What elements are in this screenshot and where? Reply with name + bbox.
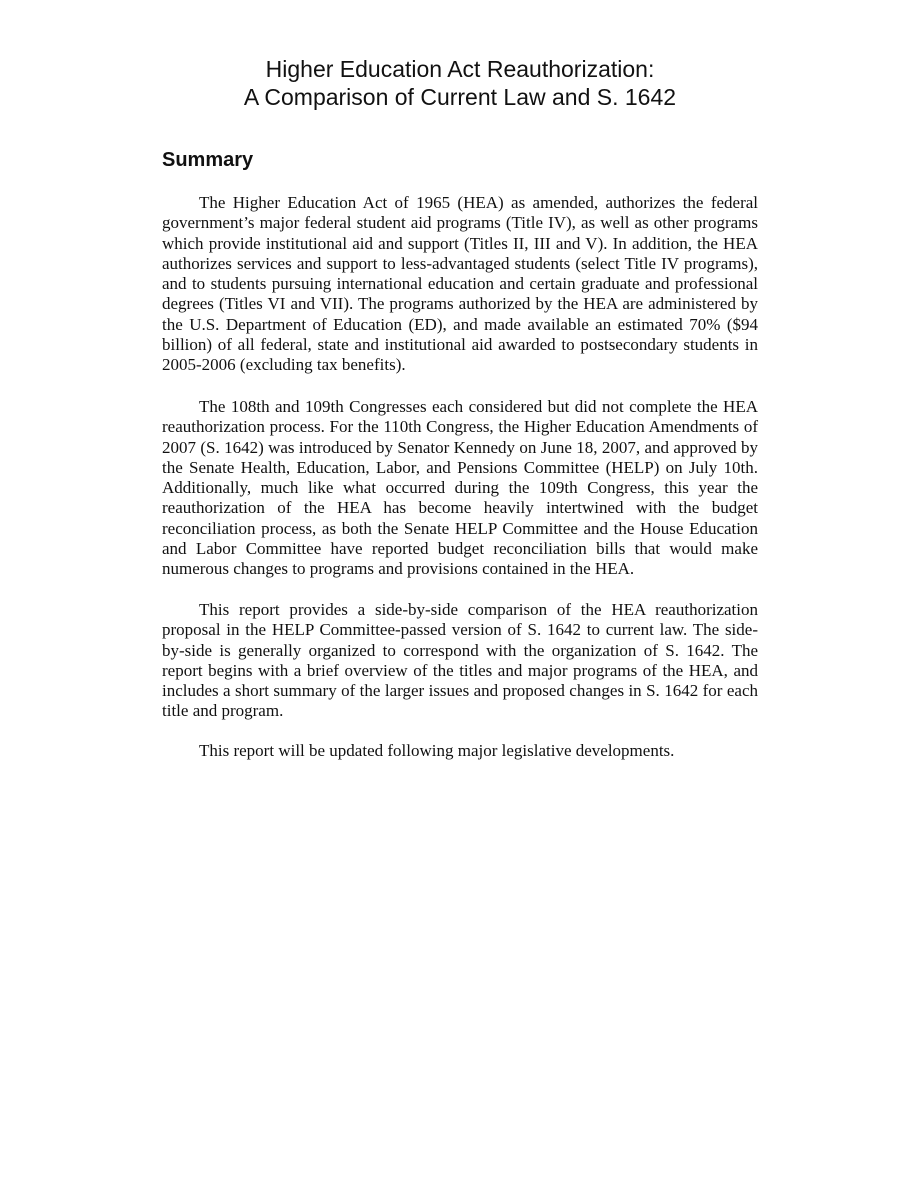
section-heading-summary: Summary [162,149,254,171]
summary-paragraph-1: The Higher Education Act of 1965 (HEA) as amended, authorizes the federal government’s major federal student aid programs (Title IV), as well as other programs which provide institutional aid and support (Titles II, III and V). In addition, the HEA authorizes services and support to less-advantaged students (select Title IV programs), and to students pursuing international education and certain graduate and professional degrees (Titles VI and VII). The programs authorized by the HEA are administered by the U.S. Department of Education (ED), and made available an estimated 70% ($94 billion) of all federal, state and institutional aid awarded to postsecondary students in 2005-2006 (excluding tax benefits). [162,193,758,375]
summary-paragraph-4: This report will be updated following major legislative developments. [199,741,675,760]
summary-paragraph-3: This report provides a side-by-side comparison of the HEA reauthorization proposal in the HELP Committee-passed version of S. 1642 to current law. The side-by-side is generally organized to correspond with the organization of S. 1642. The report begins with a brief overview of the titles and major programs of the HEA, and includes a short summary of the larger issues and proposed changes in S. 1642 for each title and program. [162,600,758,721]
summary-paragraph-2: The 108th and 109th Congresses each considered but did not complete the HEA reauthorization process. For the 110th Congress, the Higher Education Amendments of 2007 (S. 1642) was introduced by Senator Kennedy on June 18, 2007, and approved by the Senate Health, Education, Labor, and Pensions Committee (HELP) on July 10th. Additionally, much like what occurred during the 109th Congress, this year the reauthorization of the HEA has become heavily intertwined with the budget reconciliation process, as both the Senate HELP Committee and the House Education and Labor Committee have reported budget reconciliation bills that would make numerous changes to programs and provisions contained in the HEA. [162,397,758,579]
title-line-2: A Comparison of Current Law and S. 1642 [243,84,677,110]
title-line-1: Higher Education Act Reauthorization: [265,56,655,82]
document-title [160,55,760,111]
